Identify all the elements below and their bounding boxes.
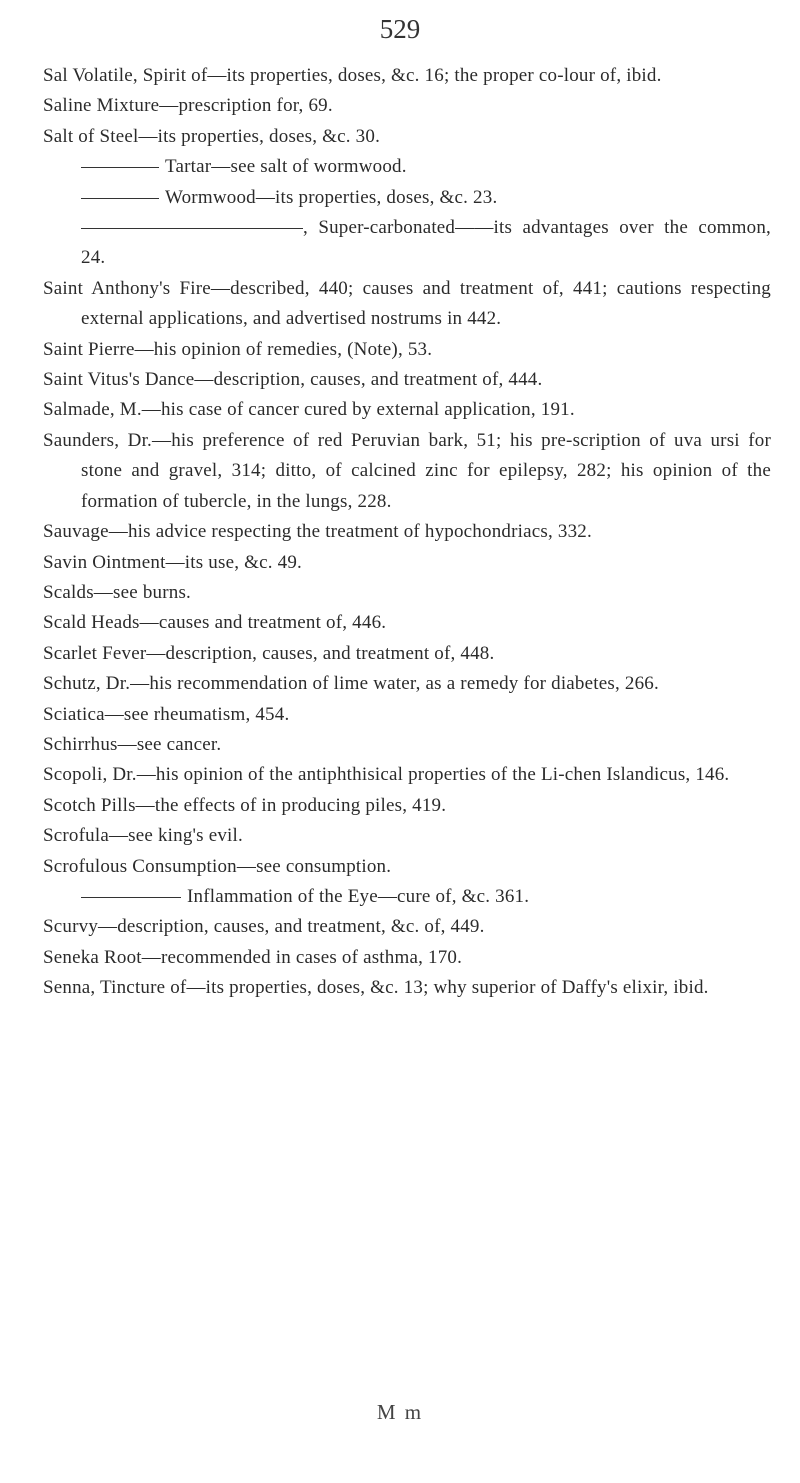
- index-entry: Tartar—see salt of wormwood.: [43, 152, 771, 182]
- index-entry: Scald Heads—causes and treatment of, 446.: [43, 612, 387, 634]
- index-entry: Scopoli, Dr.—his opinion of the antiphthisical properties of the Li-chen Islandicus, 146.: [43, 764, 730, 786]
- index-entry: Sauvage—his advice respecting the treatment of hypochondriacs, 332.: [43, 521, 592, 543]
- index-entry: Savin Ointment—its use, &c. 49.: [43, 551, 302, 573]
- index-entry: Saint Vitus's Dance—description, causes, and treatment of, 444.: [43, 369, 543, 391]
- signature-mark: M m: [376, 1400, 424, 1424]
- index-entry: Seneka Root—recommended in cases of asthma, 170.: [43, 946, 463, 968]
- index-entry: Salt of Steel—its properties, doses, &c. 30.: [43, 125, 381, 147]
- index-entry: Scrofulous Consumption—see consumption.: [43, 855, 392, 877]
- index-entry: Scalds—see burns.: [43, 581, 191, 603]
- index-entry: Saint Anthony's Fire—described, 440; causes and treatment of, 441; cautions respecting external applications, and advertised nostrums in 442.: [43, 277, 771, 330]
- index-entry: Saint Pierre—his opinion of remedies, (Note), 53.: [43, 338, 433, 360]
- index-entry: Saunders, Dr.—his preference of red Peruvian bark, 51; his pre-scription of uva ursi for stone and gravel, 314; ditto, of calcined zinc for epilepsy, 282; his opinion of the formation of tubercle, in the lungs, 228.: [43, 429, 771, 512]
- ditto-dash: [81, 198, 159, 199]
- index-entries: [43, 61, 771, 1004]
- index-entry: Scarlet Fever—description, causes, and treatment of, 448.: [43, 642, 495, 664]
- index-entry: Saline Mixture—prescription for, 69.: [43, 95, 333, 117]
- index-entry: Scurvy—description, causes, and treatment, &c. of, 449.: [43, 916, 485, 938]
- index-entry: Scrofula—see king's evil.: [43, 825, 243, 847]
- index-entry: , Super-carbonated——its advantages over the common, 24.: [81, 217, 771, 269]
- index-entry: Schutz, Dr.—his recommendation of lime water, as a remedy for diabetes, 266.: [43, 673, 659, 695]
- index-entry: Sciatica—see rheumatism, 454.: [43, 703, 290, 725]
- index-entry: Senna, Tincture of—its properties, doses, &c. 13; why superior of Daffy's elixir, ibid.: [43, 977, 709, 999]
- index-entry: Wormwood—its properties, doses, &c. 23.: [43, 183, 771, 213]
- index-entry: Sal Volatile, Spirit of—its properties, doses, &c. 16; the proper co-lour of, ibid.: [43, 65, 662, 86]
- index-entry: Inflammation of the Eye—cure of, &c. 361.: [43, 882, 771, 912]
- index-entry: Schirrhus—see cancer.: [43, 733, 222, 755]
- index-entry: Salmade, M.—his case of cancer cured by external application, 191.: [43, 399, 575, 421]
- ditto-dash: [81, 167, 159, 168]
- ditto-dash: [81, 228, 303, 229]
- index-entry: Scotch Pills—the effects of in producing piles, 419.: [43, 794, 447, 816]
- ditto-dash: [81, 897, 181, 898]
- page-number: 529: [379, 14, 421, 44]
